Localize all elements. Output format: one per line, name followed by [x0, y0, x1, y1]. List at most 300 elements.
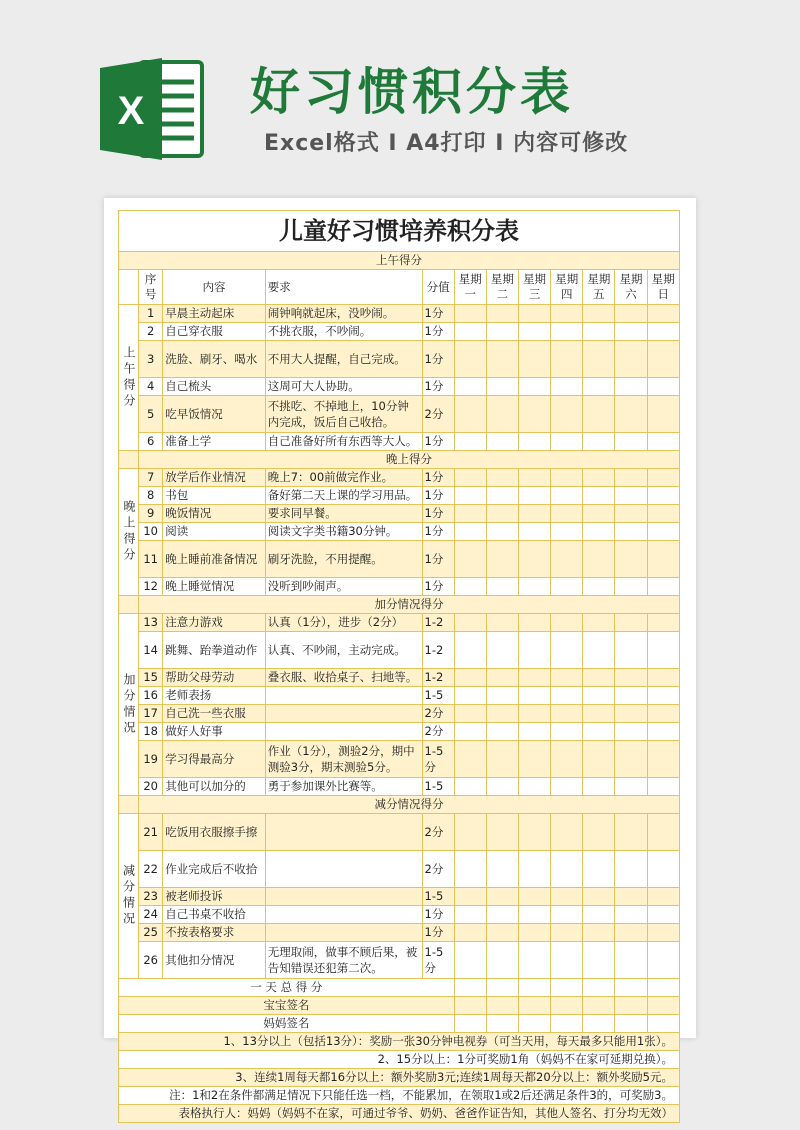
score-cell[interactable]: [583, 523, 615, 541]
score-cell[interactable]: [647, 851, 679, 888]
score-cell[interactable]: [647, 741, 679, 778]
row-no: 5: [139, 396, 163, 433]
score-cell[interactable]: [647, 924, 679, 942]
section-label: 晚上得分: [119, 469, 139, 596]
row-score: 1-5: [422, 687, 454, 705]
row-content: 自己梳头: [163, 378, 266, 396]
score-cell[interactable]: [486, 669, 518, 687]
score-cell[interactable]: [615, 341, 647, 378]
total-cell[interactable]: [615, 997, 647, 1015]
score-cell[interactable]: [518, 378, 550, 396]
total-label: 一 天 总 得 分: [119, 979, 455, 997]
score-cell[interactable]: [486, 469, 518, 487]
row-score: 1-5分: [422, 942, 454, 979]
row-content: 自己洗一些衣服: [163, 705, 266, 723]
score-cell[interactable]: [615, 906, 647, 924]
score-cell[interactable]: [518, 778, 550, 796]
row-requirement: 认真、不吵闹，主动完成。: [265, 632, 422, 669]
score-cell[interactable]: [583, 723, 615, 741]
score-cell[interactable]: [583, 341, 615, 378]
score-cell[interactable]: [647, 614, 679, 632]
score-cell[interactable]: [551, 687, 583, 705]
score-cell[interactable]: [454, 378, 486, 396]
score-cell[interactable]: [583, 505, 615, 523]
row-score: 2分: [422, 396, 454, 433]
score-cell[interactable]: [583, 924, 615, 942]
col-weekday: 星期一: [454, 270, 486, 305]
score-cell[interactable]: [647, 305, 679, 323]
row-requirement: 备好第二天上课的学习用品。: [265, 487, 422, 505]
score-cell[interactable]: [518, 487, 550, 505]
col-weekday: 星期四: [551, 270, 583, 305]
score-cell[interactable]: [551, 305, 583, 323]
total-cell[interactable]: [486, 997, 518, 1015]
score-cell[interactable]: [647, 687, 679, 705]
row-score: 1分: [422, 924, 454, 942]
score-cell[interactable]: [454, 687, 486, 705]
total-cell[interactable]: [647, 979, 679, 997]
score-cell[interactable]: [454, 632, 486, 669]
row-content: 放学后作业情况: [163, 469, 266, 487]
score-cell[interactable]: [647, 323, 679, 341]
row-score: 1-5分: [422, 741, 454, 778]
row-content: 老师表扬: [163, 687, 266, 705]
score-cell[interactable]: [486, 924, 518, 942]
row-score: 1分: [422, 541, 454, 578]
score-cell[interactable]: [454, 942, 486, 979]
score-cell[interactable]: [583, 906, 615, 924]
score-cell[interactable]: [583, 433, 615, 451]
row-requirement: 叠衣服、收拾桌子、扫地等。: [265, 669, 422, 687]
score-cell[interactable]: [647, 578, 679, 596]
row-content: 学习得最高分: [163, 741, 266, 778]
row-no: 19: [139, 741, 163, 778]
score-cell[interactable]: [454, 814, 486, 851]
score-cell[interactable]: [551, 487, 583, 505]
row-score: 2分: [422, 851, 454, 888]
score-cell[interactable]: [551, 614, 583, 632]
score-cell[interactable]: [518, 687, 550, 705]
score-cell[interactable]: [647, 505, 679, 523]
score-cell[interactable]: [647, 396, 679, 433]
col-content: 内容: [163, 270, 266, 305]
score-cell[interactable]: [615, 523, 647, 541]
total-cell[interactable]: [486, 1015, 518, 1033]
total-cell[interactable]: [454, 979, 486, 997]
score-cell[interactable]: [486, 305, 518, 323]
score-cell[interactable]: [647, 469, 679, 487]
score-cell[interactable]: [486, 396, 518, 433]
score-cell[interactable]: [647, 906, 679, 924]
score-cell[interactable]: [518, 396, 550, 433]
section-label: 减分情况: [119, 814, 139, 979]
score-cell[interactable]: [615, 814, 647, 851]
row-content: 吃饭用衣服擦手擦: [163, 814, 266, 851]
score-table: [118, 210, 680, 1123]
score-cell[interactable]: [551, 578, 583, 596]
score-cell[interactable]: [647, 378, 679, 396]
score-cell[interactable]: [551, 851, 583, 888]
score-cell[interactable]: [615, 433, 647, 451]
score-cell[interactable]: [583, 669, 615, 687]
row-requirement: 闹钟响就起床，没吵闹。: [265, 305, 422, 323]
score-cell[interactable]: [486, 687, 518, 705]
score-cell[interactable]: [583, 541, 615, 578]
row-no: 24: [139, 906, 163, 924]
score-cell[interactable]: [583, 705, 615, 723]
row-content: 吃早饭情况: [163, 396, 266, 433]
total-label: 妈妈签名: [119, 1015, 455, 1033]
score-cell[interactable]: [454, 305, 486, 323]
row-no: 17: [139, 705, 163, 723]
row-requirement: 要求同早餐。: [265, 505, 422, 523]
total-cell[interactable]: [647, 997, 679, 1015]
score-cell[interactable]: [454, 614, 486, 632]
score-cell[interactable]: [551, 396, 583, 433]
score-cell[interactable]: [486, 814, 518, 851]
score-cell[interactable]: [583, 687, 615, 705]
total-cell[interactable]: [454, 1015, 486, 1033]
score-cell[interactable]: [551, 541, 583, 578]
row-content: 洗脸、刷牙、喝水: [163, 341, 266, 378]
score-cell[interactable]: [486, 341, 518, 378]
score-cell[interactable]: [454, 487, 486, 505]
score-cell[interactable]: [615, 469, 647, 487]
score-cell[interactable]: [518, 669, 550, 687]
row-content: 晚饭情况: [163, 505, 266, 523]
score-cell[interactable]: [551, 888, 583, 906]
score-cell[interactable]: [454, 433, 486, 451]
total-cell[interactable]: [551, 1015, 583, 1033]
row-score: 2分: [422, 723, 454, 741]
score-cell[interactable]: [583, 614, 615, 632]
row-score: 1-2: [422, 632, 454, 669]
score-cell[interactable]: [454, 669, 486, 687]
score-cell[interactable]: [454, 778, 486, 796]
score-cell[interactable]: [615, 924, 647, 942]
score-cell[interactable]: [583, 814, 615, 851]
score-cell[interactable]: [647, 632, 679, 669]
score-cell[interactable]: [583, 632, 615, 669]
row-no: 12: [139, 578, 163, 596]
score-cell[interactable]: [518, 469, 550, 487]
score-cell[interactable]: [615, 778, 647, 796]
score-cell[interactable]: [551, 906, 583, 924]
row-requirement: [265, 814, 422, 851]
score-cell[interactable]: [454, 924, 486, 942]
row-content: 跳舞、跆拳道动作: [163, 632, 266, 669]
score-cell[interactable]: [647, 487, 679, 505]
score-cell[interactable]: [486, 523, 518, 541]
total-cell[interactable]: [551, 979, 583, 997]
score-cell[interactable]: [551, 814, 583, 851]
score-cell[interactable]: [583, 378, 615, 396]
row-requirement: 自己准备好所有东西等大人。: [265, 433, 422, 451]
row-requirement: [265, 687, 422, 705]
score-cell[interactable]: [454, 323, 486, 341]
score-cell[interactable]: [518, 814, 550, 851]
score-cell[interactable]: [551, 778, 583, 796]
score-cell[interactable]: [551, 433, 583, 451]
score-cell[interactable]: [615, 851, 647, 888]
score-cell[interactable]: [615, 396, 647, 433]
col-weekday: 星期六: [615, 270, 647, 305]
score-cell[interactable]: [647, 541, 679, 578]
score-cell[interactable]: [454, 851, 486, 888]
section-band: 减分情况得分: [139, 796, 680, 814]
score-cell[interactable]: [647, 942, 679, 979]
score-cell[interactable]: [615, 323, 647, 341]
score-cell[interactable]: [583, 396, 615, 433]
score-cell[interactable]: [518, 433, 550, 451]
score-cell[interactable]: [486, 632, 518, 669]
row-score: 1分: [422, 505, 454, 523]
score-cell[interactable]: [583, 942, 615, 979]
row-score: 1分: [422, 487, 454, 505]
section-band: 加分情况得分: [139, 596, 680, 614]
row-requirement: 不挑吃、不掉地上，10分钟内完成，饭后自己收拾。: [265, 396, 422, 433]
score-cell[interactable]: [551, 942, 583, 979]
score-cell[interactable]: [518, 614, 550, 632]
score-cell[interactable]: [518, 541, 550, 578]
score-cell[interactable]: [583, 578, 615, 596]
row-requirement: 不用大人提醒，自己完成。: [265, 341, 422, 378]
score-cell[interactable]: [486, 888, 518, 906]
row-no: 2: [139, 323, 163, 341]
score-cell[interactable]: [518, 723, 550, 741]
score-cell[interactable]: [551, 924, 583, 942]
score-cell[interactable]: [486, 541, 518, 578]
col-score: 分值: [422, 270, 454, 305]
score-cell[interactable]: [551, 523, 583, 541]
row-requirement: 阅读文字类书籍30分钟。: [265, 523, 422, 541]
score-cell[interactable]: [551, 469, 583, 487]
col-weekday: 星期二: [486, 270, 518, 305]
score-cell[interactable]: [615, 614, 647, 632]
score-cell[interactable]: [583, 778, 615, 796]
row-requirement: [265, 705, 422, 723]
score-cell[interactable]: [518, 505, 550, 523]
row-content: 被老师投诉: [163, 888, 266, 906]
row-score: 1分: [422, 378, 454, 396]
score-cell[interactable]: [454, 523, 486, 541]
total-cell[interactable]: [615, 1015, 647, 1033]
score-cell[interactable]: [551, 741, 583, 778]
total-cell[interactable]: [583, 979, 615, 997]
score-cell[interactable]: [647, 888, 679, 906]
blank-cell: [119, 796, 139, 814]
score-cell[interactable]: [518, 924, 550, 942]
score-cell[interactable]: [615, 705, 647, 723]
total-cell[interactable]: [583, 1015, 615, 1033]
total-cell[interactable]: [551, 997, 583, 1015]
row-content: 晚上睡前准备情况: [163, 541, 266, 578]
score-cell[interactable]: [647, 814, 679, 851]
score-cell[interactable]: [518, 578, 550, 596]
score-cell[interactable]: [615, 942, 647, 979]
score-cell[interactable]: [551, 669, 583, 687]
row-content: 做好人好事: [163, 723, 266, 741]
score-cell[interactable]: [518, 851, 550, 888]
score-cell[interactable]: [486, 614, 518, 632]
row-score: 1-2: [422, 669, 454, 687]
score-cell[interactable]: [454, 396, 486, 433]
score-cell[interactable]: [647, 523, 679, 541]
score-cell[interactable]: [486, 741, 518, 778]
total-cell[interactable]: [615, 979, 647, 997]
score-cell[interactable]: [551, 378, 583, 396]
row-no: 3: [139, 341, 163, 378]
score-cell[interactable]: [551, 632, 583, 669]
row-content: 帮助父母劳动: [163, 669, 266, 687]
score-cell[interactable]: [551, 705, 583, 723]
row-requirement: [265, 723, 422, 741]
row-requirement: 作业（1分），测验2分，期中测验3分，期末测验5分。: [265, 741, 422, 778]
row-no: 20: [139, 778, 163, 796]
score-cell[interactable]: [486, 505, 518, 523]
score-cell[interactable]: [518, 323, 550, 341]
score-cell[interactable]: [615, 888, 647, 906]
score-cell[interactable]: [454, 705, 486, 723]
row-score: 1分: [422, 341, 454, 378]
score-cell[interactable]: [647, 705, 679, 723]
score-cell[interactable]: [551, 341, 583, 378]
score-cell[interactable]: [647, 723, 679, 741]
score-cell[interactable]: [518, 632, 550, 669]
score-cell[interactable]: [615, 487, 647, 505]
score-cell[interactable]: [615, 687, 647, 705]
score-cell[interactable]: [583, 741, 615, 778]
score-cell[interactable]: [583, 305, 615, 323]
score-cell[interactable]: [486, 433, 518, 451]
score-cell[interactable]: [518, 888, 550, 906]
score-cell[interactable]: [583, 888, 615, 906]
total-cell[interactable]: [518, 979, 550, 997]
score-cell[interactable]: [551, 723, 583, 741]
row-no: 14: [139, 632, 163, 669]
score-cell[interactable]: [615, 741, 647, 778]
score-cell[interactable]: [486, 778, 518, 796]
total-cell[interactable]: [486, 979, 518, 997]
row-requirement: [265, 906, 422, 924]
score-cell[interactable]: [454, 906, 486, 924]
score-cell[interactable]: [647, 433, 679, 451]
score-cell[interactable]: [486, 705, 518, 723]
row-content: 注意力游戏: [163, 614, 266, 632]
score-cell[interactable]: [551, 323, 583, 341]
row-requirement: 刷牙洗脸，不用提醒。: [265, 541, 422, 578]
score-cell[interactable]: [615, 378, 647, 396]
blank-cell: [119, 596, 139, 614]
section-label: 上午得分: [119, 305, 139, 451]
score-cell[interactable]: [486, 942, 518, 979]
row-no: 11: [139, 541, 163, 578]
total-cell[interactable]: [583, 997, 615, 1015]
score-cell[interactable]: [583, 851, 615, 888]
blank-cell: [119, 451, 139, 469]
score-cell[interactable]: [518, 741, 550, 778]
score-cell[interactable]: [615, 632, 647, 669]
total-cell[interactable]: [454, 997, 486, 1015]
score-cell[interactable]: [486, 378, 518, 396]
row-content: 自己穿衣服: [163, 323, 266, 341]
row-no: 25: [139, 924, 163, 942]
score-cell[interactable]: [583, 487, 615, 505]
row-content: 书包: [163, 487, 266, 505]
score-cell[interactable]: [454, 469, 486, 487]
row-no: 15: [139, 669, 163, 687]
col-weekday: 星期日: [647, 270, 679, 305]
row-no: 10: [139, 523, 163, 541]
row-no: 6: [139, 433, 163, 451]
row-score: 1-5: [422, 778, 454, 796]
row-content: 准备上学: [163, 433, 266, 451]
row-requirement: 没听到吵闹声。: [265, 578, 422, 596]
score-cell[interactable]: [583, 469, 615, 487]
score-cell[interactable]: [647, 778, 679, 796]
score-cell[interactable]: [454, 341, 486, 378]
row-no: 4: [139, 378, 163, 396]
page-subtitle: Excel格式 Ⅰ A4打印 Ⅰ 内容可修改: [264, 131, 629, 156]
score-cell[interactable]: [486, 906, 518, 924]
col-weekday: 星期三: [518, 270, 550, 305]
score-cell[interactable]: [486, 323, 518, 341]
score-cell[interactable]: [518, 942, 550, 979]
row-score: 1分: [422, 469, 454, 487]
total-cell[interactable]: [518, 997, 550, 1015]
score-cell[interactable]: [518, 341, 550, 378]
row-no: 26: [139, 942, 163, 979]
score-cell[interactable]: [583, 323, 615, 341]
score-cell[interactable]: [518, 523, 550, 541]
score-cell[interactable]: [615, 578, 647, 596]
score-cell[interactable]: [486, 487, 518, 505]
score-cell[interactable]: [647, 669, 679, 687]
total-cell[interactable]: [647, 1015, 679, 1033]
score-cell[interactable]: [454, 541, 486, 578]
row-no: 7: [139, 469, 163, 487]
score-cell[interactable]: [615, 505, 647, 523]
score-cell[interactable]: [615, 305, 647, 323]
score-cell[interactable]: [647, 341, 679, 378]
score-cell[interactable]: [454, 888, 486, 906]
section-band: 上午得分: [119, 252, 680, 270]
score-cell[interactable]: [486, 851, 518, 888]
score-cell[interactable]: [551, 505, 583, 523]
row-score: 1分: [422, 906, 454, 924]
score-cell[interactable]: [615, 541, 647, 578]
score-cell[interactable]: [486, 723, 518, 741]
rule-note: 3、连续1周每天都16分以上：额外奖励3元;连续1周每天都20分以上：额外奖励5元。: [119, 1069, 680, 1087]
score-cell[interactable]: [486, 578, 518, 596]
score-cell[interactable]: [454, 723, 486, 741]
score-cell[interactable]: [518, 906, 550, 924]
score-cell[interactable]: [615, 723, 647, 741]
score-cell[interactable]: [518, 705, 550, 723]
score-cell[interactable]: [454, 505, 486, 523]
score-cell[interactable]: [454, 741, 486, 778]
col-req: 要求: [265, 270, 422, 305]
row-no: 9: [139, 505, 163, 523]
row-score: 1-2: [422, 614, 454, 632]
score-sheet: [104, 198, 696, 1120]
score-cell[interactable]: [615, 669, 647, 687]
score-cell[interactable]: [518, 305, 550, 323]
total-cell[interactable]: [518, 1015, 550, 1033]
score-cell[interactable]: [454, 578, 486, 596]
row-content: 早晨主动起床: [163, 305, 266, 323]
row-score: 1分: [422, 305, 454, 323]
